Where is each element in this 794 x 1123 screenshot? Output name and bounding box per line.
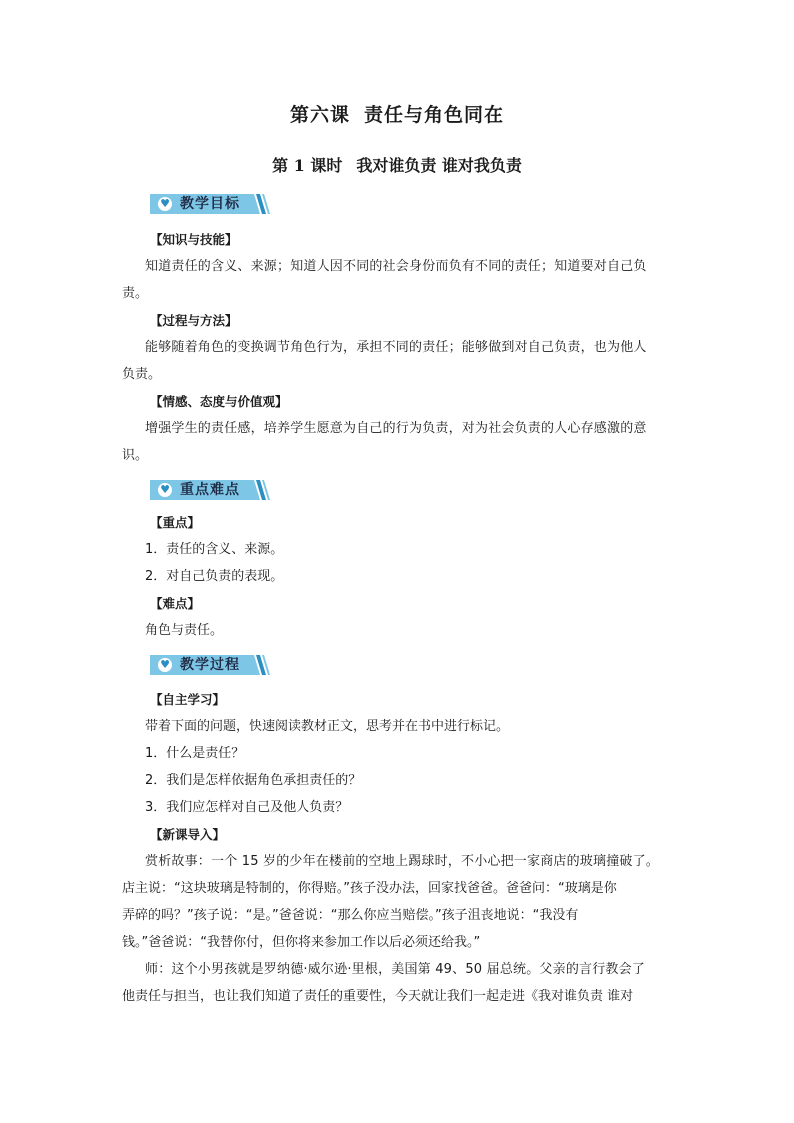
- trophy-icon: ♥: [160, 658, 170, 671]
- process-text-cont: 负责。: [122, 367, 162, 382]
- trophy-icon: ♥: [160, 197, 170, 210]
- period-number: 第 1 课时: [272, 156, 343, 175]
- trophy-icon: ♥: [160, 483, 170, 496]
- process-label: 【过程与方法】: [150, 313, 238, 328]
- question-item: 3．我们应怎样对自己及他人负责？: [145, 800, 349, 815]
- lesson-title: [0, 100, 794, 127]
- section-header-objectives: [150, 192, 272, 216]
- emotion-text-cont: 识。: [122, 448, 149, 463]
- difficulty-label: 【难点】: [150, 596, 201, 611]
- self-study-intro: 带着下面的问题，快速阅读教材正文，思考并在书中进行标记。: [145, 719, 510, 734]
- lesson-name: 责任与角色同在: [364, 104, 505, 126]
- section-title: 重点难点: [180, 482, 240, 498]
- period-name: 我对谁负责 谁对我负责: [356, 156, 522, 175]
- process-text: 能够随着角色的变换调节角色行为，承担不同的责任；能够做到对自己负责，也为他人: [145, 340, 647, 355]
- emotion-text: 增强学生的责任感，培养学生愿意为自己的行为负责，对为社会负责的人心存感激的意: [145, 421, 647, 436]
- knowledge-text-cont: 责。: [122, 286, 149, 301]
- section-title: 教学过程: [180, 657, 240, 673]
- section-header-process: [150, 653, 272, 677]
- question-item: 1．什么是责任？: [145, 746, 245, 761]
- teacher-line: 师：这个小男孩就是罗纳德·威尔逊·里根，美国第 49、50 届总统。父亲的言行教会了: [145, 962, 646, 977]
- self-study-label: 【自主学习】: [150, 692, 226, 707]
- story-line: 赏析故事：一个 15 岁的少年在楼前的空地上踢球时，不小心把一家商店的玻璃撞破了。: [145, 854, 660, 869]
- lesson-number: 第六课: [289, 104, 350, 126]
- section-title: 教学目标: [180, 196, 240, 212]
- focus-item: 1．责任的含义、来源。: [145, 542, 284, 557]
- focus-item: 2．对自己负责的表现。: [145, 569, 284, 584]
- emotion-label: 【情感、态度与价值观】: [150, 394, 288, 409]
- story-line: 弄碎的吗？”孩子说：“是。”爸爸说：“那么你应当赔偿。”孩子沮丧地说：“我没有: [122, 908, 579, 923]
- question-item: 2．我们是怎样依据角色承担责任的？: [145, 773, 362, 788]
- lesson-subtitle: [0, 153, 794, 176]
- intro-label: 【新课导入】: [150, 827, 226, 842]
- section-header-key-points: [150, 478, 272, 502]
- story-line: 钱。”爸爸说：“我替你付，但你将来参加工作以后必须还给我。”: [122, 935, 481, 950]
- focus-label: 【重点】: [150, 515, 201, 530]
- difficulty-text: 角色与责任。: [145, 623, 224, 638]
- knowledge-label: 【知识与技能】: [150, 232, 238, 247]
- teacher-line: 他责任与担当，也让我们知道了责任的重要性，今天就让我们一起走进《我对谁负责 谁对: [122, 989, 634, 1004]
- knowledge-text: 知道责任的含义、来源；知道人因不同的社会身份而负有不同的责任；知道要对自己负: [145, 259, 647, 274]
- story-line: 店主说：“这块玻璃是特制的，你得赔。”孩子没办法，回家找爸爸。爸爸问：“玻璃是你: [122, 881, 617, 896]
